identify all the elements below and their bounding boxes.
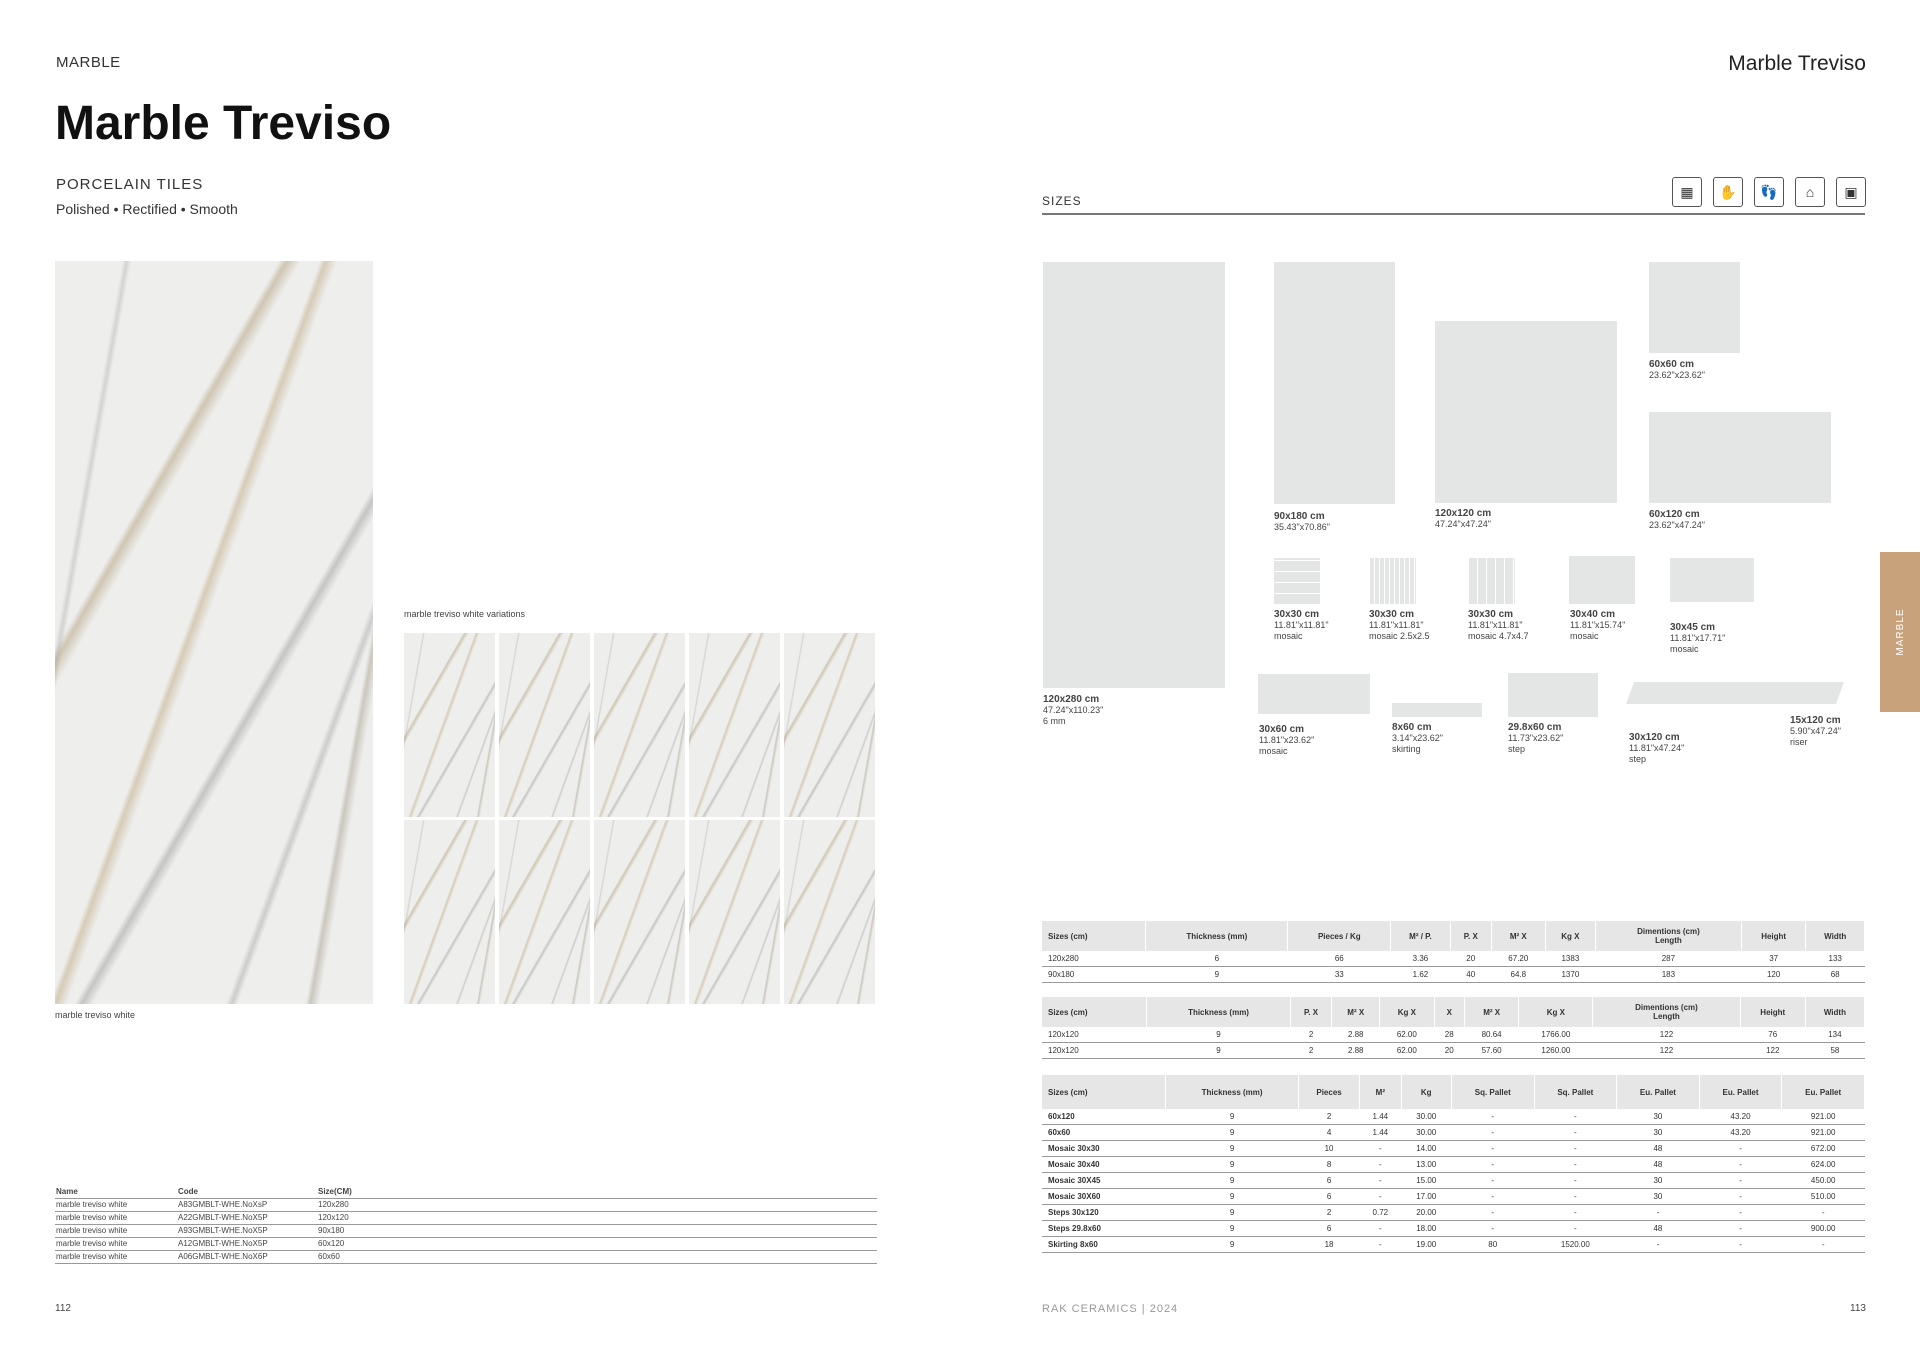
table-cell: - bbox=[1782, 1237, 1865, 1253]
table-cell: 18.00 bbox=[1401, 1221, 1451, 1237]
table-cell: 9 bbox=[1166, 1109, 1299, 1125]
table-cell: - bbox=[1699, 1237, 1782, 1253]
spec-table-1 bbox=[1042, 921, 1865, 983]
cell-code: A93GMBLT-WHE.NoX5P bbox=[178, 1226, 268, 1235]
table-header: M² X bbox=[1491, 921, 1545, 951]
tile-label: 29.8x60 cm 11.73"x23.62" step bbox=[1508, 722, 1564, 754]
table-cell: Steps 29.8x60 bbox=[1042, 1221, 1166, 1237]
table-cell: 510.00 bbox=[1782, 1189, 1865, 1205]
table-cell: - bbox=[1360, 1173, 1401, 1189]
table-header: P. X bbox=[1290, 997, 1332, 1027]
table-cell: 13.00 bbox=[1401, 1157, 1451, 1173]
tile-swatch-skirting bbox=[1392, 703, 1482, 717]
table-cell: 6 bbox=[1298, 1189, 1359, 1205]
table-cell: - bbox=[1360, 1189, 1401, 1205]
table-cell: 43.20 bbox=[1699, 1125, 1782, 1141]
table-row bbox=[1042, 1237, 1865, 1253]
table-cell: - bbox=[1534, 1157, 1617, 1173]
variation-thumb bbox=[784, 633, 875, 817]
tile-swatch-mosaic-30x40 bbox=[1569, 556, 1635, 604]
table-cell: 624.00 bbox=[1782, 1157, 1865, 1173]
variation-thumb bbox=[404, 633, 495, 817]
tile-label: 120x280 cm 47.24"x110.23" 6 mm bbox=[1043, 694, 1104, 726]
spec-table-3-body bbox=[1042, 1109, 1865, 1253]
table-header: M² / P. bbox=[1391, 921, 1450, 951]
table-header: Sizes (cm) bbox=[1042, 921, 1146, 951]
table-cell: - bbox=[1451, 1205, 1534, 1221]
sizes-divider bbox=[1042, 213, 1865, 215]
table-row bbox=[55, 1238, 877, 1251]
variation-thumb bbox=[784, 820, 875, 1004]
tile-label: 15x120 cm 5.90"x47.24" riser bbox=[1790, 715, 1841, 747]
table-header: Kg X bbox=[1545, 921, 1595, 951]
table-cell: 1.44 bbox=[1360, 1109, 1401, 1125]
table-header: Sq. Pallet bbox=[1451, 1075, 1534, 1109]
table-cell: 48 bbox=[1617, 1221, 1700, 1237]
hand-icon: ✋ bbox=[1713, 177, 1743, 207]
table-cell: - bbox=[1699, 1205, 1782, 1221]
tile-swatch-mosaic-4-7 bbox=[1469, 558, 1515, 604]
code-table-header: Name bbox=[56, 1187, 78, 1196]
table-cell: - bbox=[1699, 1221, 1782, 1237]
table-cell: 14.00 bbox=[1401, 1141, 1451, 1157]
table-cell: 9 bbox=[1166, 1141, 1299, 1157]
cell-name: marble treviso white bbox=[56, 1200, 128, 1209]
tile-swatch-120x120 bbox=[1435, 321, 1617, 503]
table-cell: - bbox=[1534, 1189, 1617, 1205]
table-cell: 10 bbox=[1298, 1141, 1359, 1157]
table-cell: - bbox=[1617, 1205, 1700, 1221]
table-header: M² X bbox=[1464, 997, 1519, 1027]
page-number-right: 113 bbox=[1850, 1303, 1866, 1314]
table-cell: 450.00 bbox=[1782, 1173, 1865, 1189]
cell-code: A83GMBLT-WHE.NoXsP bbox=[178, 1200, 268, 1209]
variation-thumb bbox=[404, 820, 495, 1004]
table-cell: - bbox=[1534, 1205, 1617, 1221]
table-cell: - bbox=[1360, 1237, 1401, 1253]
table-row bbox=[55, 1212, 877, 1225]
table-header: P. X bbox=[1450, 921, 1491, 951]
finishes-text: Polished • Rectified • Smooth bbox=[56, 201, 238, 217]
variation-thumb bbox=[499, 633, 590, 817]
footprints-icon: 👣 bbox=[1754, 177, 1784, 207]
table-cell: - bbox=[1699, 1189, 1782, 1205]
table-cell: 921.00 bbox=[1782, 1109, 1865, 1125]
table-cell: 9 bbox=[1166, 1189, 1299, 1205]
spec-table-3 bbox=[1042, 1075, 1865, 1253]
code-table-header: Size(CM) bbox=[318, 1187, 352, 1196]
tile-label: 8x60 cm 3.14"x23.62" skirting bbox=[1392, 722, 1443, 754]
table-cell: 30 bbox=[1617, 1125, 1700, 1141]
table-row bbox=[1042, 1173, 1865, 1189]
table-cell: - bbox=[1534, 1125, 1617, 1141]
table-cell: 20.00 bbox=[1401, 1205, 1451, 1221]
table-cell: 30.00 bbox=[1401, 1125, 1451, 1141]
table-cell: - bbox=[1360, 1141, 1401, 1157]
table-header: Sizes (cm) bbox=[1042, 1075, 1166, 1109]
cell-size: 60x120 bbox=[318, 1239, 345, 1248]
table-cell: 9 bbox=[1166, 1221, 1299, 1237]
table-cell: - bbox=[1699, 1173, 1782, 1189]
cell-code: A22GMBLT-WHE.NoX5P bbox=[178, 1213, 268, 1222]
table-cell: - bbox=[1534, 1141, 1617, 1157]
table-header: Width bbox=[1806, 921, 1865, 951]
tile-swatch-60x120 bbox=[1649, 412, 1831, 503]
table-cell: - bbox=[1451, 1221, 1534, 1237]
cell-size: 90x180 bbox=[318, 1226, 345, 1235]
cell-name: marble treviso white bbox=[56, 1226, 128, 1235]
table-cell: 9 bbox=[1166, 1205, 1299, 1221]
side-tab-label: MARBLE bbox=[1894, 608, 1906, 656]
tile-label: 30x40 cm 11.81"x15.74" mosaic bbox=[1570, 609, 1626, 641]
spec-table-2 bbox=[1042, 997, 1865, 1059]
cell-code: A06GMBLT-WHE.NoX6P bbox=[178, 1252, 268, 1261]
table-cell: 672.00 bbox=[1782, 1141, 1865, 1157]
tile-swatch-60x60 bbox=[1649, 262, 1740, 353]
page-title: Marble Treviso bbox=[55, 97, 392, 150]
table-cell: 48 bbox=[1617, 1157, 1700, 1173]
table-header: Thickness (mm) bbox=[1146, 921, 1288, 951]
table-header: Kg bbox=[1401, 1075, 1451, 1109]
table-cell: 6 bbox=[1298, 1173, 1359, 1189]
table-row bbox=[1042, 1125, 1865, 1141]
table-row: 120x280 6 66 3.36 20 67.20 1383 287 37 133 bbox=[1042, 951, 1865, 967]
footer-brand: RAK CERAMICS | 2024 bbox=[1042, 1303, 1179, 1315]
table-header: Pieces bbox=[1298, 1075, 1359, 1109]
table-cell: - bbox=[1699, 1157, 1782, 1173]
table-cell: 1.44 bbox=[1360, 1125, 1401, 1141]
table-cell: - bbox=[1451, 1157, 1534, 1173]
table-cell: 60x120 bbox=[1042, 1109, 1166, 1125]
table-cell: 900.00 bbox=[1782, 1221, 1865, 1237]
table-cell: 19.00 bbox=[1401, 1237, 1451, 1253]
table-header: M² X bbox=[1332, 997, 1380, 1027]
tile-swatch-mosaic-2-5 bbox=[1370, 558, 1416, 604]
table-cell: - bbox=[1451, 1109, 1534, 1125]
table-cell: - bbox=[1782, 1205, 1865, 1221]
variation-thumb bbox=[499, 820, 590, 1004]
table-cell: 1520.00 bbox=[1534, 1237, 1617, 1253]
table-cell: 2 bbox=[1298, 1109, 1359, 1125]
tile-swatch-mosaic-30x45 bbox=[1670, 558, 1754, 602]
tile-swatch-mosaic-30x30 bbox=[1274, 558, 1320, 604]
grid-icon: ▦ bbox=[1672, 177, 1702, 207]
table-row bbox=[1042, 1189, 1865, 1205]
tile-label: 30x30 cm 11.81"x11.81" mosaic bbox=[1274, 609, 1329, 641]
table-row: 120x120 9 2 2.88 62.00 28 80.64 1766.00 122 76 134 bbox=[1042, 1027, 1865, 1043]
main-tile-image bbox=[55, 261, 373, 1004]
cell-code: A12GMBLT-WHE.NoX5P bbox=[178, 1239, 268, 1248]
table-cell: - bbox=[1534, 1173, 1617, 1189]
table-cell: 30 bbox=[1617, 1189, 1700, 1205]
code-table-header: Code bbox=[178, 1187, 198, 1196]
table-cell: 921.00 bbox=[1782, 1125, 1865, 1141]
product-subtitle: PORCELAIN TILES bbox=[56, 176, 204, 193]
header-title: Marble Treviso bbox=[1728, 52, 1866, 75]
tile-label: 60x60 cm 23.62"x23.62" bbox=[1649, 359, 1705, 380]
table-header: Kg X bbox=[1380, 997, 1435, 1027]
table-cell: Mosaic 30X45 bbox=[1042, 1173, 1166, 1189]
table-header: Pieces / Kg bbox=[1288, 921, 1391, 951]
table-row bbox=[55, 1251, 877, 1264]
table-header: Sq. Pallet bbox=[1534, 1075, 1617, 1109]
table-row bbox=[1042, 1141, 1865, 1157]
table-header: Dimentions (cm) Length bbox=[1595, 921, 1741, 951]
table-cell: 9 bbox=[1166, 1237, 1299, 1253]
table-cell: 9 bbox=[1166, 1125, 1299, 1141]
variations-grid bbox=[404, 633, 878, 1004]
table-cell: 30.00 bbox=[1401, 1109, 1451, 1125]
table-header: Height bbox=[1740, 997, 1805, 1027]
tile-swatch-mosaic-30x60 bbox=[1258, 674, 1370, 714]
cell-name: marble treviso white bbox=[56, 1252, 128, 1261]
table-header: Height bbox=[1741, 921, 1805, 951]
tile-label: 60x120 cm 23.62"x47.24" bbox=[1649, 509, 1705, 530]
table-cell: Skirting 8x60 bbox=[1042, 1237, 1166, 1253]
variation-thumb bbox=[594, 820, 685, 1004]
table-header: Sizes (cm) bbox=[1042, 997, 1147, 1027]
bag-icon: ▣ bbox=[1836, 177, 1866, 207]
table-cell: 18 bbox=[1298, 1237, 1359, 1253]
table-header: Eu. Pallet bbox=[1782, 1075, 1865, 1109]
table-cell: - bbox=[1360, 1157, 1401, 1173]
tile-swatch-90x180 bbox=[1274, 262, 1395, 504]
table-row bbox=[55, 1199, 877, 1212]
table-row bbox=[1042, 1109, 1865, 1125]
table-cell: Mosaic 30x40 bbox=[1042, 1157, 1166, 1173]
table-header: Eu. Pallet bbox=[1617, 1075, 1700, 1109]
table-row bbox=[1042, 1205, 1865, 1221]
variation-thumb bbox=[689, 820, 780, 1004]
tile-swatch-step-29-8 bbox=[1508, 673, 1598, 717]
variation-thumb bbox=[594, 633, 685, 817]
table-row: 120x120 9 2 2.88 62.00 20 57.60 1260.00 122 122 58 bbox=[1042, 1043, 1865, 1059]
table-cell: Mosaic 30X60 bbox=[1042, 1189, 1166, 1205]
tile-swatch-step-30x120 bbox=[1626, 682, 1844, 704]
table-cell: 48 bbox=[1617, 1141, 1700, 1157]
section-label: MARBLE bbox=[56, 54, 121, 71]
table-row bbox=[1042, 1157, 1865, 1173]
code-table bbox=[55, 1186, 877, 1264]
table-header: Dimentions (cm) Length bbox=[1593, 997, 1740, 1027]
table-cell: 6 bbox=[1298, 1221, 1359, 1237]
cell-size: 120x280 bbox=[318, 1200, 349, 1209]
tile-swatch-120x280 bbox=[1043, 262, 1225, 688]
table-header: Thickness (mm) bbox=[1166, 1075, 1299, 1109]
table-cell: 15.00 bbox=[1401, 1173, 1451, 1189]
table-cell: - bbox=[1534, 1109, 1617, 1125]
sizes-label: SIZES bbox=[1042, 194, 1082, 208]
table-header: M² bbox=[1360, 1075, 1401, 1109]
tile-label: 90x180 cm 35.43"x70.86" bbox=[1274, 511, 1330, 532]
table-cell: - bbox=[1451, 1141, 1534, 1157]
house-icon: ⌂ bbox=[1795, 177, 1825, 207]
table-cell: 43.20 bbox=[1699, 1109, 1782, 1125]
table-cell: 80 bbox=[1451, 1237, 1534, 1253]
table-cell: 30 bbox=[1617, 1173, 1700, 1189]
table-cell: 30 bbox=[1617, 1109, 1700, 1125]
table-row: 90x180 9 33 1.62 40 64.8 1370 183 120 68 bbox=[1042, 967, 1865, 983]
table-header: Width bbox=[1805, 997, 1864, 1027]
tile-label: 30x30 cm 11.81"x11.81" mosaic 4.7x4.7 bbox=[1468, 609, 1529, 641]
tile-label: 120x120 cm 47.24"x47.24" bbox=[1435, 508, 1492, 529]
tile-label: 30x120 cm 11.81"x47.24" step bbox=[1629, 732, 1685, 764]
table-header: X bbox=[1434, 997, 1464, 1027]
cell-name: marble treviso white bbox=[56, 1213, 128, 1222]
table-cell: 60x60 bbox=[1042, 1125, 1166, 1141]
table-cell: 9 bbox=[1166, 1157, 1299, 1173]
table-cell: - bbox=[1534, 1221, 1617, 1237]
table-cell: - bbox=[1451, 1189, 1534, 1205]
table-header: Thickness (mm) bbox=[1147, 997, 1291, 1027]
table-cell: 8 bbox=[1298, 1157, 1359, 1173]
cell-size: 60x60 bbox=[318, 1252, 340, 1261]
tile-label: 30x30 cm 11.81"x11.81" mosaic 2.5x2.5 bbox=[1369, 609, 1430, 641]
table-cell: - bbox=[1451, 1173, 1534, 1189]
table-cell: 4 bbox=[1298, 1125, 1359, 1141]
cell-size: 120x120 bbox=[318, 1213, 349, 1222]
table-cell: Steps 30x120 bbox=[1042, 1205, 1166, 1221]
table-cell: 17.00 bbox=[1401, 1189, 1451, 1205]
side-tab bbox=[1880, 552, 1920, 712]
table-cell: - bbox=[1617, 1237, 1700, 1253]
usage-icons bbox=[1672, 177, 1866, 207]
tile-label: 30x60 cm 11.81"x23.62" mosaic bbox=[1259, 724, 1315, 756]
variation-thumb bbox=[689, 633, 780, 817]
page-number-left: 112 bbox=[55, 1303, 71, 1314]
table-row bbox=[55, 1225, 877, 1238]
variations-caption: marble treviso white variations bbox=[404, 609, 526, 619]
table-cell: Mosaic 30x30 bbox=[1042, 1141, 1166, 1157]
main-tile-caption: marble treviso white bbox=[55, 1010, 136, 1020]
table-cell: - bbox=[1699, 1141, 1782, 1157]
tile-label: 30x45 cm 11.81"x17.71" mosaic bbox=[1670, 622, 1726, 654]
table-cell: 0.72 bbox=[1360, 1205, 1401, 1221]
table-header: Kg X bbox=[1519, 997, 1593, 1027]
table-cell: - bbox=[1360, 1221, 1401, 1237]
table-header: Eu. Pallet bbox=[1699, 1075, 1782, 1109]
cell-name: marble treviso white bbox=[56, 1239, 128, 1248]
table-cell: 2 bbox=[1298, 1205, 1359, 1221]
table-cell: - bbox=[1451, 1125, 1534, 1141]
table-cell: 9 bbox=[1166, 1173, 1299, 1189]
table-row bbox=[1042, 1221, 1865, 1237]
